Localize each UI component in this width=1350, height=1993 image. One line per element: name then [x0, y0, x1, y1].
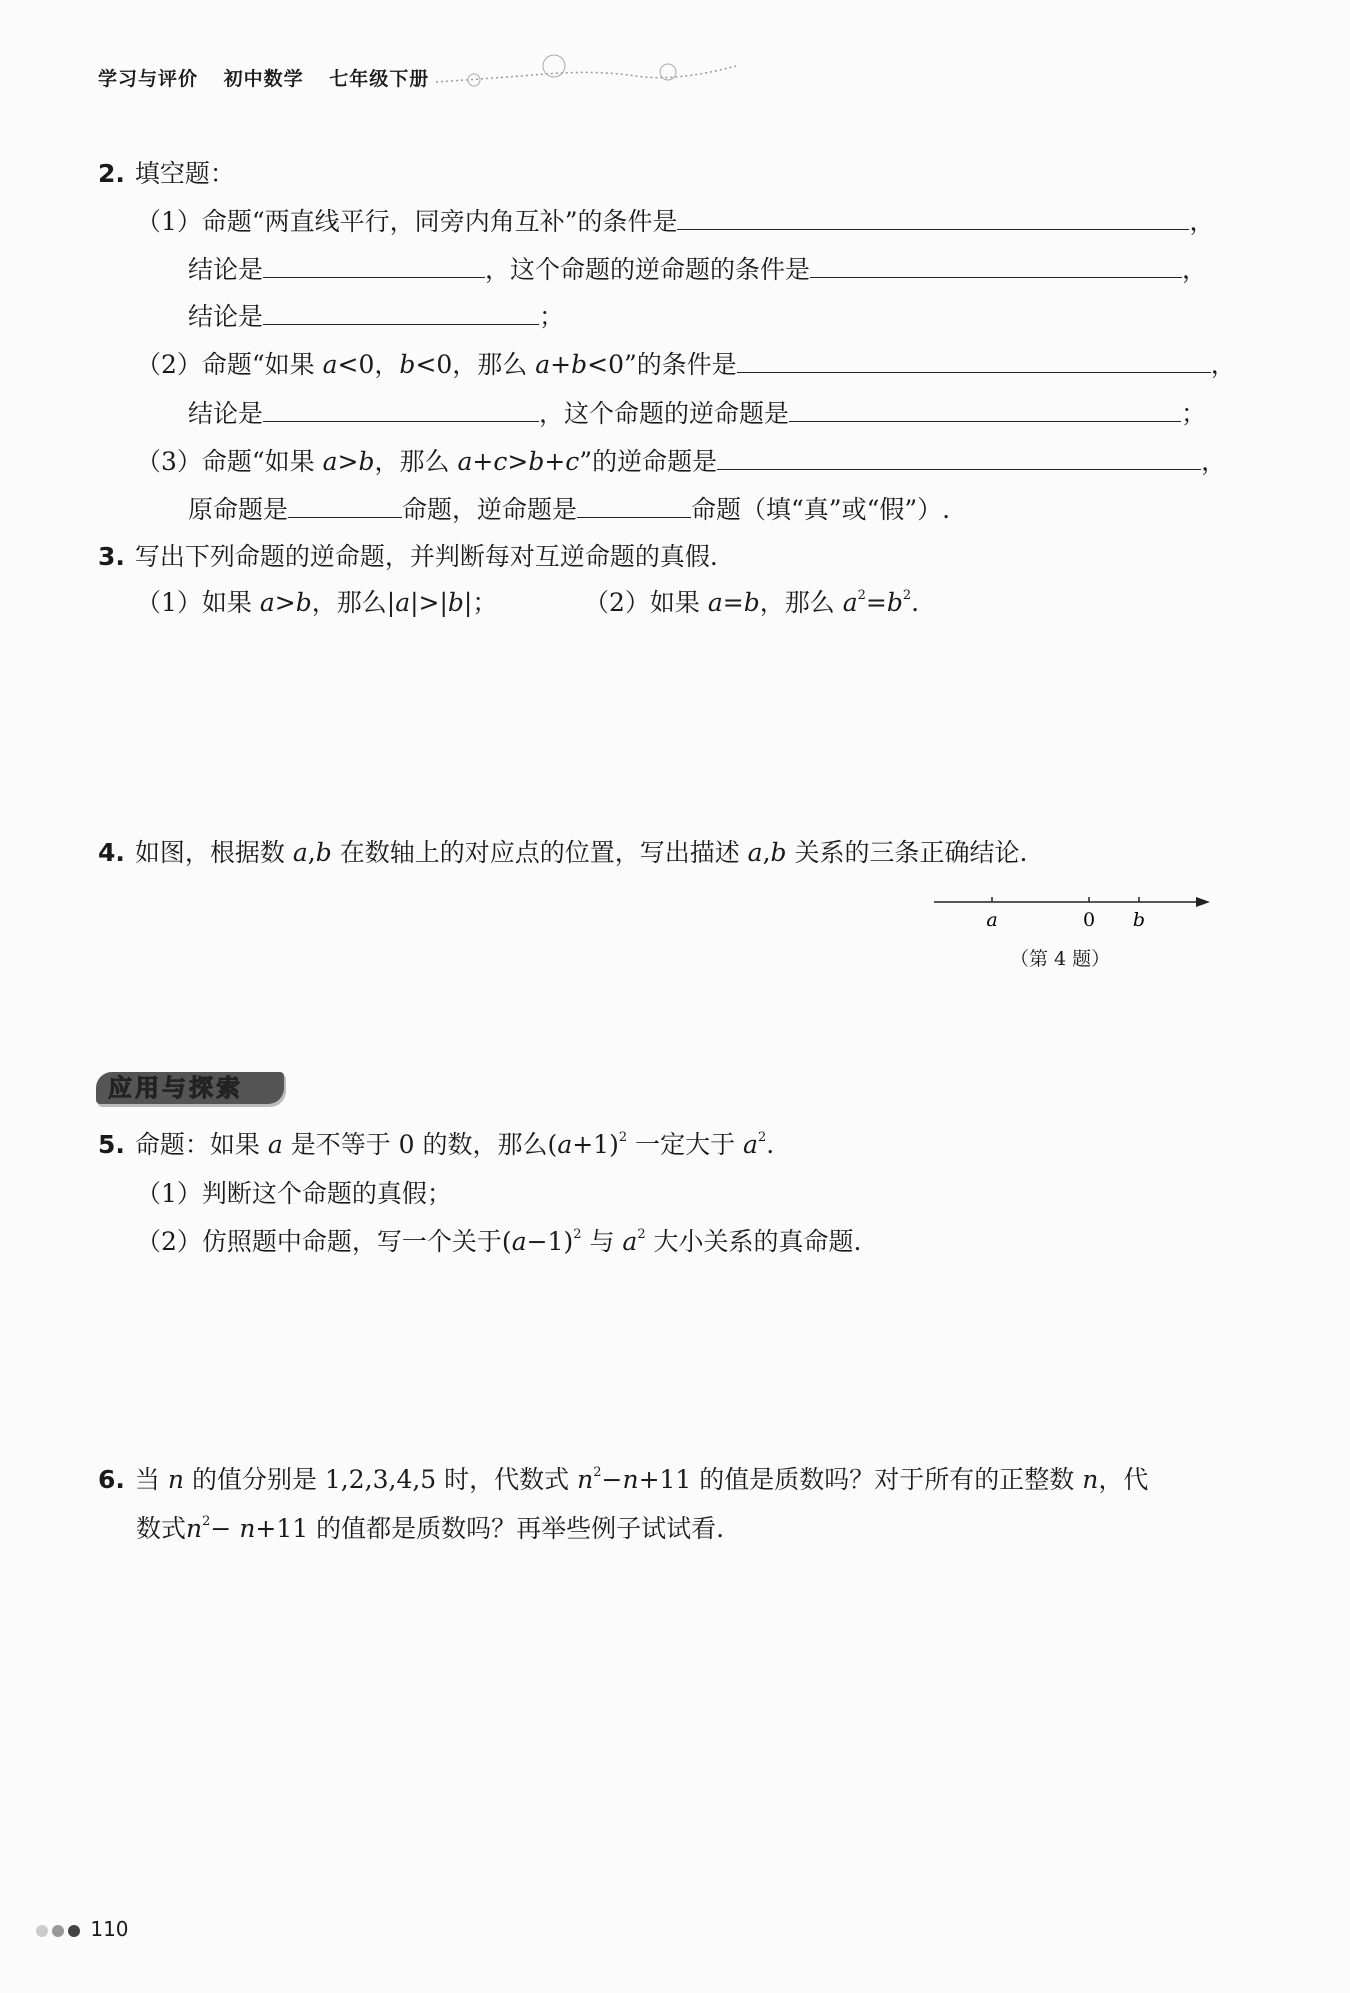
page-footer [36, 1917, 129, 1941]
q2-part2-line1: （2）命题“如果 a<0，b<0，那么 a+b<0”的条件是 ， [136, 350, 1236, 379]
q5-text: 5. 命题：如果 a 是不等于 0 的数，那么$(a+1)^2$ 一定大于 $a^2$. [98, 1130, 775, 1159]
q2-blank-conclusion[interactable] [263, 253, 485, 278]
label-zero: 0 [1082, 909, 1096, 931]
number-line-figure [928, 888, 1218, 934]
q5-part1: （1）判断这个命题的真假； [136, 1179, 452, 1208]
q2-part1-line3: 结论是 ； [188, 302, 565, 331]
q2-blank-converse-2[interactable] [789, 397, 1181, 422]
q6-line2: 数式$n^2- n+11$ 的值都是质数吗？再举些例子试试看. [136, 1514, 725, 1543]
header-series: 学习与评价 [98, 68, 199, 90]
q3-part2: （2）如果 a=b，那么 $a^2=b^2$. [584, 588, 920, 617]
page-number: 110 [90, 1917, 129, 1941]
q3-title: 3. 写出下列命题的逆命题，并判断每对互逆命题的真假. [98, 542, 718, 571]
q2-blank-converse-conclusion[interactable] [263, 300, 539, 325]
header-decoration [436, 52, 756, 94]
q2-title: 2. 填空题： [98, 159, 235, 188]
label-b: b [1132, 909, 1146, 931]
running-header [98, 64, 447, 91]
q6-line1: 6. 当 n 的值分别是 1,2,3,4,5 时，代数式 $n^2-n+11$ 的值是质数吗？对于所有的正整数 n，代 [98, 1465, 1149, 1494]
q2-blank-original-truth[interactable] [288, 493, 402, 518]
header-volume: 七年级下册 [329, 68, 430, 90]
q2-part3-line1: （3）命题“如果 a>b，那么 a+c>b+c”的逆命题是 ， [136, 447, 1227, 476]
number-line-arrow [1196, 897, 1210, 907]
q4-text: 4. 如图，根据数 a,b 在数轴上的对应点的位置，写出描述 a,b 关系的三条正确结论. [98, 838, 1028, 867]
footer-dot-2 [52, 1925, 64, 1937]
section-banner [96, 1072, 286, 1106]
q2-blank-condition[interactable] [677, 205, 1189, 230]
q2-blank-converse-condition[interactable] [810, 253, 1182, 278]
q5-part2: （2）仿照题中命题，写一个关于$(a-1)^2$ 与 $a^2$ 大小关系的真命题. [136, 1227, 862, 1256]
q2-part2-line2: 结论是 ，这个命题的逆命题是 ； [188, 399, 1207, 428]
footer-dot-3 [68, 1925, 80, 1937]
q3-part1: （1）如果 a>b，那么|a|>|b|； [136, 588, 498, 617]
q2-blank-converse-truth[interactable] [577, 493, 691, 518]
q2-part1-line1: （1）命题“两直线平行，同旁内角互补”的条件是 ， [136, 207, 1215, 236]
footer-dot-1 [36, 1925, 48, 1937]
q2-blank-converse-3[interactable] [717, 445, 1201, 470]
figure-caption: （第 4 题） [1010, 948, 1111, 970]
header-subject: 初中数学 [223, 68, 304, 90]
q2-part1-line2: 结论是 ，这个命题的逆命题的条件是 ， [188, 255, 1208, 284]
q2-blank-conclusion-2[interactable] [263, 397, 539, 422]
q2-blank-condition-2[interactable] [737, 348, 1211, 373]
q2-part3-line2: 原命题是 命题，逆命题是 命题（填“真”或“假”）. [188, 495, 951, 524]
label-a: a [986, 909, 998, 931]
section-title: 应用与探索 [108, 1074, 243, 1102]
